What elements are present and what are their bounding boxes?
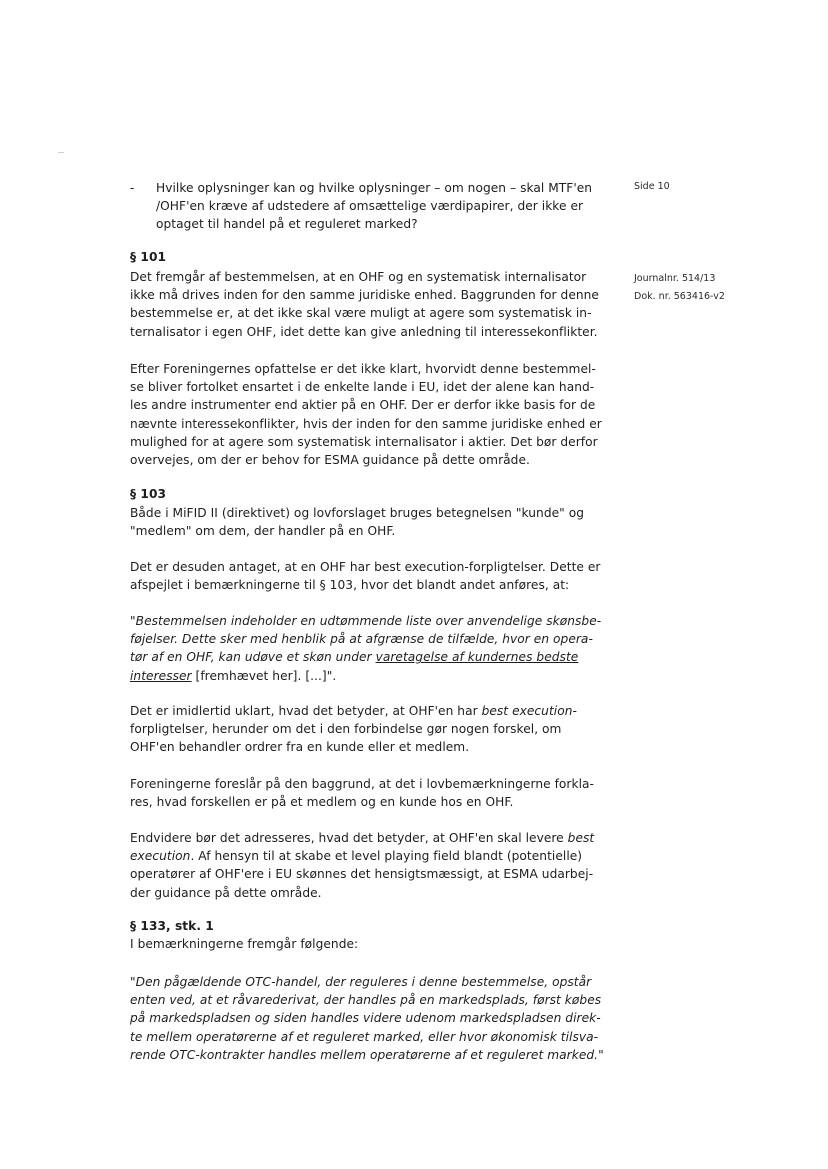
section-heading-133: § 133, stk. 1: [130, 919, 214, 933]
quote-line: te mellem operatørerne af et reguleret marked, eller hvor økonomisk tilsva-: [130, 1029, 599, 1044]
quote-line: [130, 648, 600, 666]
text-segment: . Af hensyn til at skabe et level playing field blandt (potentielle): [190, 849, 583, 864]
text-line: operatører af OHF'ere i EU skønnes det hensigtsmæssigt, at ESMA udarbej-: [130, 867, 594, 882]
text-line: OHF'en behandler ordrer fra en kunde eller et medlem.: [130, 740, 470, 755]
text-segment: Det er imidlertid uklart, hvad det betyder, at OHF'en har: [130, 704, 482, 718]
italic-text: best: [567, 831, 595, 845]
italic-text: execution: [130, 849, 191, 864]
quote-103: [130, 612, 600, 685]
quote-line: "Bestemmelsen indeholder en udtømmende liste over anvendelige skønsbe-: [130, 614, 602, 628]
text-line: les andre instrumenter end aktier på en OHF. Der er derfor ikke basis for de: [130, 398, 596, 413]
section-heading-101: § 101: [130, 250, 167, 264]
text-line: ternalisator i egen OHF, idet dette kan give anledning til interessekonflikter.: [130, 324, 598, 339]
text-line: bestemmelse er, at det ikke skal være muligt at agere som systematisk in-: [130, 306, 592, 321]
text-line: der guidance på dette område.: [130, 885, 322, 900]
paragraph-103-2: [130, 558, 600, 594]
text-line: Foreningerne foreslår på den baggrund, at det i lovbemærkningerne forkla-: [130, 777, 594, 791]
scan-mark: [58, 152, 64, 153]
quote-line: føjelser. Dette sker med henblik på at afgrænse de tilfælde, hvor en opera-: [130, 632, 593, 647]
paragraph-133-intro: I bemærkningerne fremgår følgende:: [130, 937, 359, 951]
text-line: "medlem" om dem, der handler på en OHF.: [130, 524, 396, 539]
underlined-text: varetagelse af kundernes bedste: [375, 650, 579, 665]
paragraph-103-5: [130, 829, 600, 902]
document-number: Dok. nr. 563416-v2: [634, 291, 725, 302]
paragraph-103-3: [130, 702, 600, 757]
text-line: overvejes, om der er behov for ESMA guidance på dette område.: [130, 453, 530, 468]
text-line: Efter Foreningernes opfattelse er det ikke klart, hvorvidt denne bestemmel-: [130, 362, 596, 376]
paragraph-101-2: [130, 360, 600, 469]
bullet-line: /OHF'en kræve af udstedere af omsættelige værdipapirer, der ikke er: [156, 199, 584, 214]
quote-line: [130, 667, 600, 685]
bullet-line: optaget til handel på et reguleret marked?: [156, 217, 418, 232]
text-line: Det fremgår af bestemmelsen, at en OHF og en systematisk internalisator: [130, 270, 587, 284]
italic-text: best execution-: [481, 704, 577, 718]
text-line: [130, 847, 600, 865]
quote-line: rende OTC-kontrakter handles mellem operatørerne af et reguleret marked.": [130, 1047, 604, 1062]
text-line: [130, 829, 600, 847]
text-line: nævnte interessekonflikter, hvis der inden for den samme juridiske enhed er: [130, 416, 602, 431]
text-line: res, hvad forskellen er på et medlem og en kunde hos en OHF.: [130, 795, 514, 810]
text-line: Både i MiFID II (direktivet) og lovforslaget bruges betegnelsen "kunde" og: [130, 506, 585, 520]
quote-line: enten ved, at et råvarederivat, der handles på en markedsplads, først købes: [130, 993, 602, 1008]
text-line: afspejlet i bemærkningerne til § 103, hvor det blandt andet anføres, at:: [130, 578, 570, 593]
text-line: forpligtelser, herunder om det i den forbindelse gør nogen forskel, om: [130, 722, 562, 737]
bullet-dash: -: [130, 181, 135, 195]
quote-line: "Den pågældende OTC-handel, der reguleres i denne bestemmelse, opstår: [130, 975, 592, 989]
text-line: se bliver fortolket ensartet i de enkelte lande i EU, idet der alene kan hand-: [130, 380, 595, 395]
quote-text: [fremhævet her]. [...]".: [191, 668, 337, 683]
text-segment: Endvidere bør det adresseres, hvad det betyder, at OHF'en skal levere: [130, 831, 568, 845]
bullet-item: [156, 179, 626, 234]
quote-133: [130, 973, 604, 1064]
text-line: [130, 702, 600, 720]
quote-line: på markedspladsen og siden handles videre udenom markedspladsen direk-: [130, 1011, 601, 1026]
paragraph-103-4: [130, 775, 600, 811]
text-line: Det er desuden antaget, at en OHF har best execution-forpligtelser. Dette er: [130, 560, 601, 574]
underlined-text: interesser: [130, 668, 192, 683]
journal-number: Journalnr. 514/13: [634, 273, 716, 284]
bullet-line: Hvilke oplysninger kan og hvilke oplysninger – om nogen – skal MTF'en: [156, 181, 593, 195]
paragraph-101-1: [130, 268, 600, 341]
paragraph-103-1: [130, 504, 600, 540]
text-line: ikke må drives inden for den samme juridiske enhed. Baggrunden for denne: [130, 288, 599, 303]
section-heading-103: § 103: [130, 487, 167, 501]
quote-text: tør af en OHF, kan udøve et skøn under: [130, 650, 376, 665]
page-number: Side 10: [634, 181, 670, 192]
text-line: mulighed for at agere som systematisk internalisator i aktier. Det bør derfor: [130, 434, 598, 449]
